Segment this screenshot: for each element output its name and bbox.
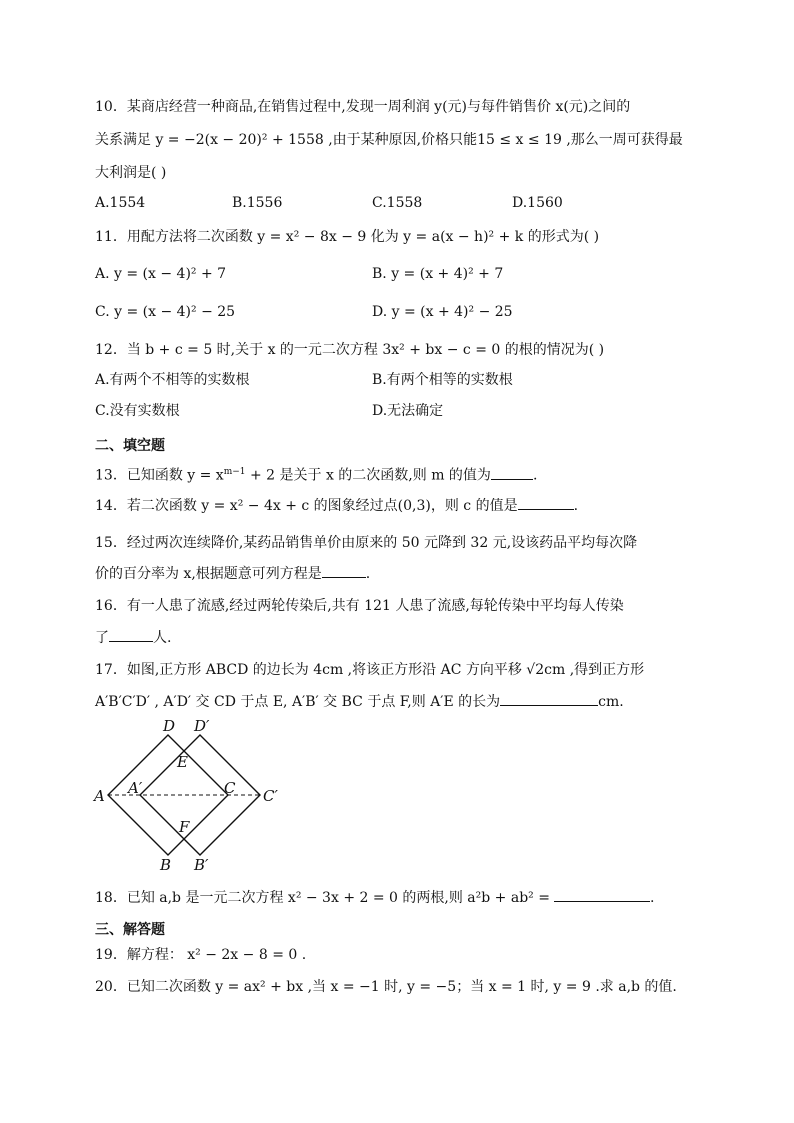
- q16-text-a: 了: [95, 630, 109, 646]
- q11-option-a: A. y = (x − 4)² + 7: [95, 266, 227, 282]
- label-b-prime: B′: [194, 856, 209, 874]
- q20: 20．已知二次函数 y = ax² + bx ,当 x = −1 时, y = −5；当 x = 1 时, y = 9 .求 a,b 的值.: [95, 979, 677, 995]
- q11-option-c: C. y = (x − 4)² − 25: [95, 304, 236, 320]
- q10-option-b: B.1556: [232, 195, 283, 211]
- q15-line-1: 15．经过两次连续降价,某药品销售单价由原来的 50 元降到 32 元,设该药品平均每次降: [95, 535, 638, 551]
- q16-text-b: 人.: [153, 630, 172, 646]
- q17-figure: [90, 715, 300, 875]
- section-solve-heading: 三、解答题: [95, 922, 165, 938]
- label-f: F: [179, 818, 190, 836]
- q11-option-b: B. y = (x + 4)² + 7: [372, 266, 504, 282]
- q11-stem: 11．用配方法将二次函数 y = x² − 8x − 9 化为 y = a(x − h)² + k 的形式为( ): [95, 229, 600, 245]
- q15-answer-blank: [322, 563, 366, 578]
- q10-option-d: D.1560: [512, 195, 563, 211]
- q10-line-2: 关系满足 y = −2(x − 20)² + 1558 ,由于某种原因,价格只能15 ≤ x ≤ 19 ,那么一周可获得最: [95, 132, 683, 148]
- q12-option-c: C.没有实数根: [95, 403, 180, 419]
- q18: [95, 887, 654, 908]
- q10-option-a: A.1554: [95, 195, 146, 211]
- q14-text: 14．若二次函数 y = x² − 4x + c 的图象经过点(0,3)，则 c 的值是: [95, 498, 518, 514]
- q15-end: .: [365, 566, 371, 582]
- q10-line-1: 10．某商店经营一种商品,在销售过程中,发现一周利润 y(元)与每件销售价 x(元)之间的: [95, 99, 631, 115]
- q13-exponent: m−1: [223, 467, 246, 477]
- q13-answer-blank: [491, 465, 533, 480]
- q17-line-2: [95, 691, 624, 712]
- q16-answer-blank: [109, 627, 153, 642]
- label-b: B: [160, 856, 172, 874]
- q14-answer-blank: [518, 495, 574, 510]
- q12-option-a: A.有两个不相等的实数根: [95, 372, 250, 388]
- label-c-prime: C′: [263, 787, 278, 805]
- q13-text-before: 13．已知函数 y = x: [95, 467, 224, 484]
- q17-answer-blank: [500, 691, 598, 706]
- label-c: C: [224, 779, 236, 797]
- q15-text: 价的百分率为 x,根据题意可列方程是: [95, 566, 322, 582]
- q17-line-1: 17．如图,正方形 ABCD 的边长为 4cm ,将该正方形沿 AC 方向平移 √2cm ,得到正方形: [95, 662, 645, 678]
- label-d: D: [163, 717, 176, 735]
- q13-text-after: + 2 是关于 x 的二次函数,则 m 的值为: [245, 467, 491, 484]
- q18-end: .: [649, 890, 655, 906]
- label-e: E: [177, 753, 188, 771]
- q10-option-c: C.1558: [372, 195, 423, 211]
- q19: 19．解方程： x² − 2x − 8 = 0 .: [95, 947, 307, 963]
- q11-option-d: D. y = (x + 4)² − 25: [372, 304, 513, 320]
- q13-end: .: [532, 467, 538, 484]
- q12-option-b: B.有两个相等的实数根: [372, 372, 513, 388]
- label-a: A: [94, 787, 105, 805]
- q15-line-2: [95, 563, 370, 584]
- q12-stem: 12．当 b + c = 5 时,关于 x 的一元二次方程 3x² + bx − c = 0 的根的情况为( ): [95, 342, 605, 358]
- q10-line-3: 大利润是( ): [95, 165, 167, 181]
- q16-line-1: 16．有一人患了流感,经过两轮传染后,共有 121 人患了流感,每轮传染中平均每人传染: [95, 598, 624, 614]
- q17-text: A′B′C′D′ , A′D′ 交 CD 于点 E, A′B′ 交 BC 于点 F,则 A′E 的长为: [95, 694, 501, 710]
- q13: [95, 462, 537, 486]
- q18-answer-blank: [554, 887, 650, 902]
- q16-line-2: [95, 627, 171, 648]
- section-fill-in-heading: 二、填空题: [95, 438, 165, 454]
- q17-end: cm.: [598, 694, 624, 710]
- label-a-prime: A′: [128, 779, 143, 797]
- label-d-prime: D′: [194, 717, 210, 735]
- q14: [95, 495, 578, 516]
- q14-end: .: [573, 498, 579, 514]
- q12-option-d: D.无法确定: [372, 403, 444, 419]
- q18-text: 18．已知 a,b 是一元二次方程 x² − 3x + 2 = 0 的两根,则 a²b + ab² =: [95, 890, 550, 906]
